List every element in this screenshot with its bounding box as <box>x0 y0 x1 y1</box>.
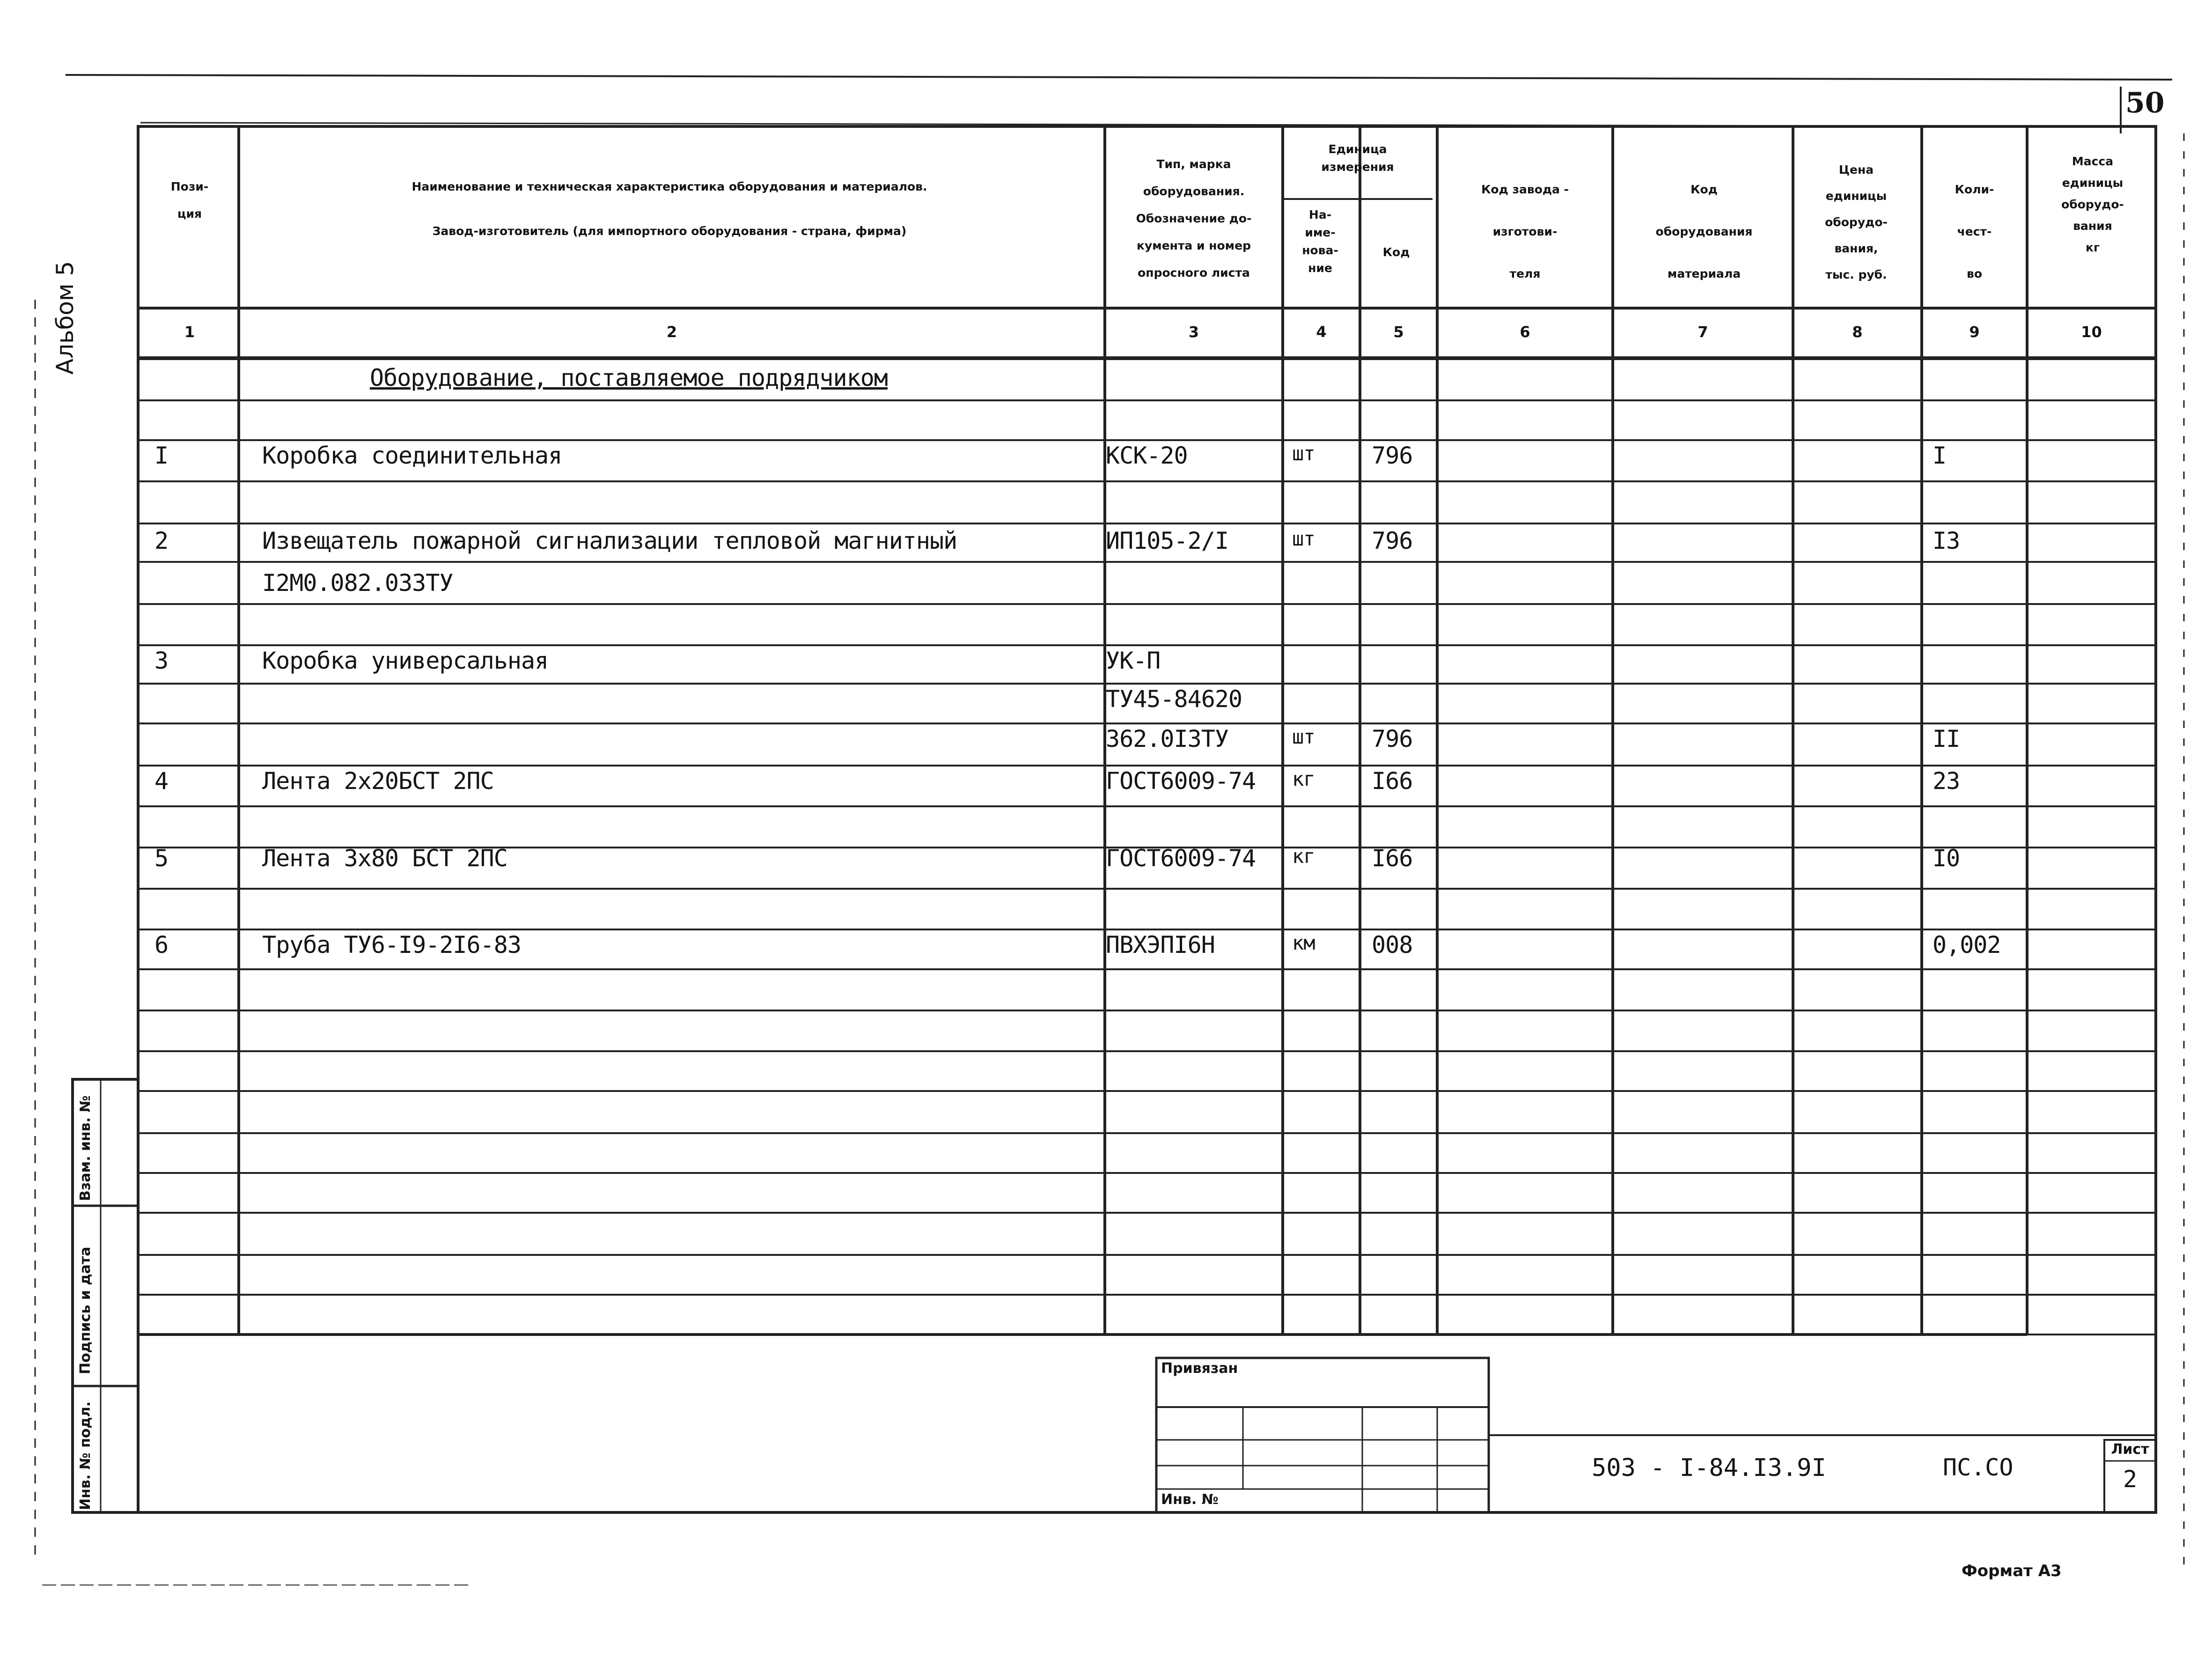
stamp-inv-no: Инв. № <box>1161 1491 1219 1508</box>
header-name-line2: Завод-изготовитель (для импортного оборудования - страна, фирма) <box>432 224 907 238</box>
doc-suffix: ПС.СО <box>1943 1454 2014 1481</box>
row-unit-code: I66 <box>1372 767 1413 795</box>
row-unit-code: I66 <box>1372 845 1413 872</box>
header-quantity: Коли- чест- во <box>1955 183 1994 280</box>
row-unit: кг <box>1292 767 1315 790</box>
col-num-7: 7 <box>1698 323 1708 341</box>
row-quantity: I0 <box>1933 845 1960 872</box>
row-type: ГОСТ6009-74 <box>1106 767 1256 795</box>
doc-code: 503 - I-84.I3.9I <box>1592 1454 1826 1482</box>
row-unit-code: 796 <box>1372 527 1413 554</box>
header-maker-code: Код завода - изготови- теля <box>1481 183 1569 280</box>
format-label: Формат А3 <box>1962 1562 2062 1580</box>
header-unit-name: На- име- нова- ние <box>1302 208 1338 275</box>
section-title: Оборудование, поставляемое подрядчиком <box>370 364 888 391</box>
row-quantity: 0,002 <box>1933 931 2001 959</box>
col-num-9: 9 <box>1969 323 1980 341</box>
row-position: 4 <box>154 767 169 795</box>
row-name: Коробка соединительная <box>262 442 562 469</box>
row-unit-code: 796 <box>1372 442 1413 469</box>
row-type: ГОСТ6009-74 <box>1106 845 1256 872</box>
row-type: ТУ45-84620 <box>1106 686 1242 713</box>
row-quantity: II <box>1933 725 1960 752</box>
stamp-privyazan: Привязан <box>1161 1360 1238 1377</box>
row-unit: шт <box>1292 442 1315 465</box>
col-num-6: 6 <box>1520 323 1530 341</box>
header-name-line1: Наименование и техническая характеристика оборудования и материалов. <box>412 180 927 193</box>
header-position: Пози- ция <box>170 180 209 221</box>
row-position: I <box>154 442 169 469</box>
row-type: КСК-20 <box>1106 442 1188 469</box>
header-type: Тип, марка оборудования. Обозначение до- кумента и номер опросного листа <box>1136 157 1252 280</box>
row-name: Труба ТУ6-I9-2I6-83 <box>262 931 521 959</box>
row-type: 362.0I3ТУ <box>1106 725 1228 752</box>
row-position: 6 <box>154 931 169 959</box>
row-name: Лента 3х80 БСТ 2ПС <box>262 845 507 872</box>
row-unit-code: 008 <box>1372 931 1413 959</box>
side-label-vzam: Взам. инв. № <box>77 1095 94 1201</box>
col-num-4: 4 <box>1316 323 1327 341</box>
row-quantity: 23 <box>1933 767 1960 795</box>
row-quantity: I <box>1933 442 1947 469</box>
row-unit-code: 796 <box>1372 725 1413 752</box>
side-label-inv: Инв. № подл. <box>77 1401 94 1510</box>
header-price: Цена единицы оборудо- вания, тыс. руб. <box>1825 163 1888 281</box>
col-num-1: 1 <box>184 323 195 341</box>
row-name: I2M0.082.033ТУ <box>262 569 453 597</box>
header-material-code: Код оборудования материала <box>1655 183 1753 280</box>
row-position: 3 <box>154 647 169 674</box>
row-type: ИП105-2/I <box>1106 527 1228 554</box>
row-type: ПВХЭПI6Н <box>1106 931 1215 959</box>
row-unit: шт <box>1292 725 1315 748</box>
album-label: Альбом 5 <box>51 261 79 375</box>
side-label-podpis: Подпись и дата <box>77 1246 94 1374</box>
col-num-5: 5 <box>1393 323 1404 341</box>
list-label: Лист <box>2111 1441 2149 1458</box>
sheet-number: 50 <box>2125 87 2165 119</box>
row-unit: кг <box>1292 845 1315 868</box>
row-type: УК-П <box>1106 647 1161 674</box>
header-unit-group: Единица измерения <box>1321 142 1394 174</box>
col-num-10: 10 <box>2081 323 2102 341</box>
row-quantity: I3 <box>1933 527 1960 554</box>
row-position: 5 <box>154 845 169 872</box>
header-unit-code: Код <box>1382 245 1410 259</box>
row-unit: км <box>1292 931 1315 954</box>
list-number: 2 <box>2123 1466 2138 1493</box>
row-position: 2 <box>154 527 169 554</box>
header-mass: Масса единицы оборудо- вания кг <box>2061 155 2124 254</box>
row-name: Коробка универсальная <box>262 647 549 674</box>
col-num-3: 3 <box>1188 323 1199 341</box>
col-num-8: 8 <box>1852 323 1863 341</box>
row-name: Извещатель пожарной сигнализации тепловой магнитный <box>262 527 957 554</box>
row-unit: шт <box>1292 527 1315 550</box>
col-num-2: 2 <box>666 323 677 341</box>
row-name: Лента 2х20БСТ 2ПС <box>262 767 494 795</box>
